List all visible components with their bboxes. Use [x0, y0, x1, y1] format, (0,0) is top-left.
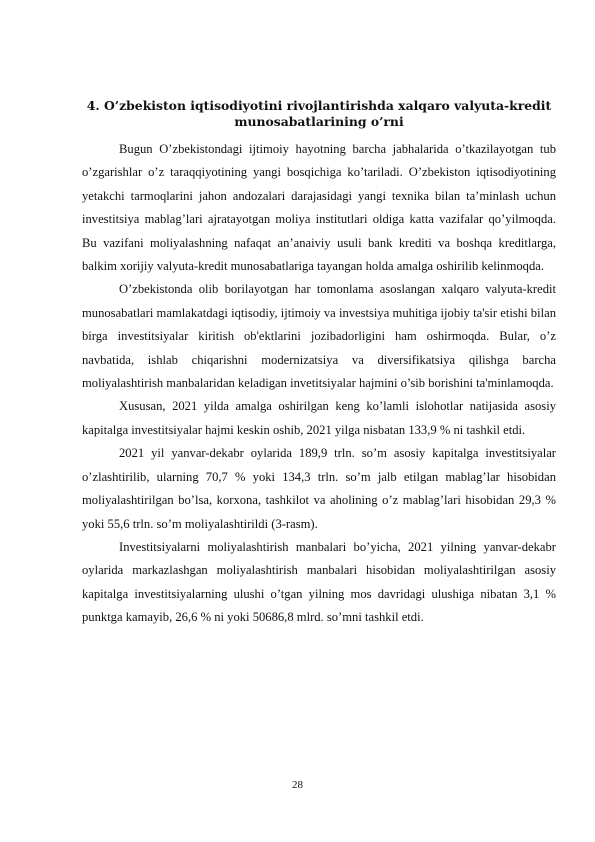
section-heading: 4. O’zbekiston iqtisodiyotini rivojlantirishda xalqaro valyuta-kredit munosabatlarining o’rni — [86, 98, 552, 129]
paragraph-3: Xususan, 2021 yilda amalga oshirilgan keng ko’lamli islohotlar natijasida asosiy kapitalga investitsiyalar hajmi keskin oshib, 2021 yilga nisbatan 133,9 % ni tashkil etdi. — [82, 399, 556, 437]
body-text — [82, 138, 556, 630]
paragraph-1: Bugun O’zbekistondagi ijtimoiy hayotning barcha jabhalarida o’tkazilayotgan tub o’zgarishlar o’z taraqqiyotining yangi bosqichiga ko’tariladi. O’zbekiston iqtisodiyotining yetakchi tarmoqlarini jahon andozalari darajasidagi yangi texnika bilan ta’minlash uchun investitsiya mablag’lari ajratayotgan moliya institutlari oldiga katta vazifalar qo’yilmoqda. Bu vazifani moliyalashning nafaqat an’anaiviy usuli bank krediti va boshqa kreditlarga, balkim xorijiy valyuta-kredit munosabatlariga tayangan holda amalga oshirilib kelinmoqda. — [82, 142, 556, 274]
page-number: 28 — [292, 779, 303, 791]
paragraph-4: 2021 yil yanvar-dekabr oylarida 189,9 trln. so’m asosiy kapitalga investitsiyalar o’zlashtirilib, ularning 70,7 % yoki 134,3 trln. so’m jalb etilgan mablag’lar hisobidan moliyalashtirilgan bo’lsa, korxona, tashkilot va aholining o’z mablag’lari hisobidan 29,3 % yoki 55,6 trln. so’m moliyalashtirildi (3-rasm). — [82, 446, 556, 531]
paragraph-2: O’zbekistonda olib borilayotgan har tomonlama asoslangan xalqaro valyuta-kredit munosabatlari mamlakatdagi iqtisodiy, ijtimoiy va investsiya muhitiga ijobiy ta'sir etishi bilan birga investitsiyalar kiritish ob'ektlarini jozibadorligini ham oshirmoqda. Bular, o’z navbatida, ishlab chiqarishni modernizatsiya va diversifikatsiya qilishga barcha moliyalashtirish manbalaridan keladigan invetitsiyalar hajmini o’sib borishini ta'minlamoqda. — [82, 282, 556, 391]
paragraph-5: Investitsiyalarni moliyalashtirish manbalari bo’yicha, 2021 yilning yanvar-dekabr oylarida markazlashgan moliyalashtirish manbalari hisobidan moliyalashtirilgan asosiy kapitalga investitsiyalarning ulushi o’tgan yilning mos davridagi ulushiga nibatan 3,1 % punktga kamayib, 26,6 % ni yoki 50686,8 mlrd. so’mni tashkil etdi. — [82, 539, 556, 625]
